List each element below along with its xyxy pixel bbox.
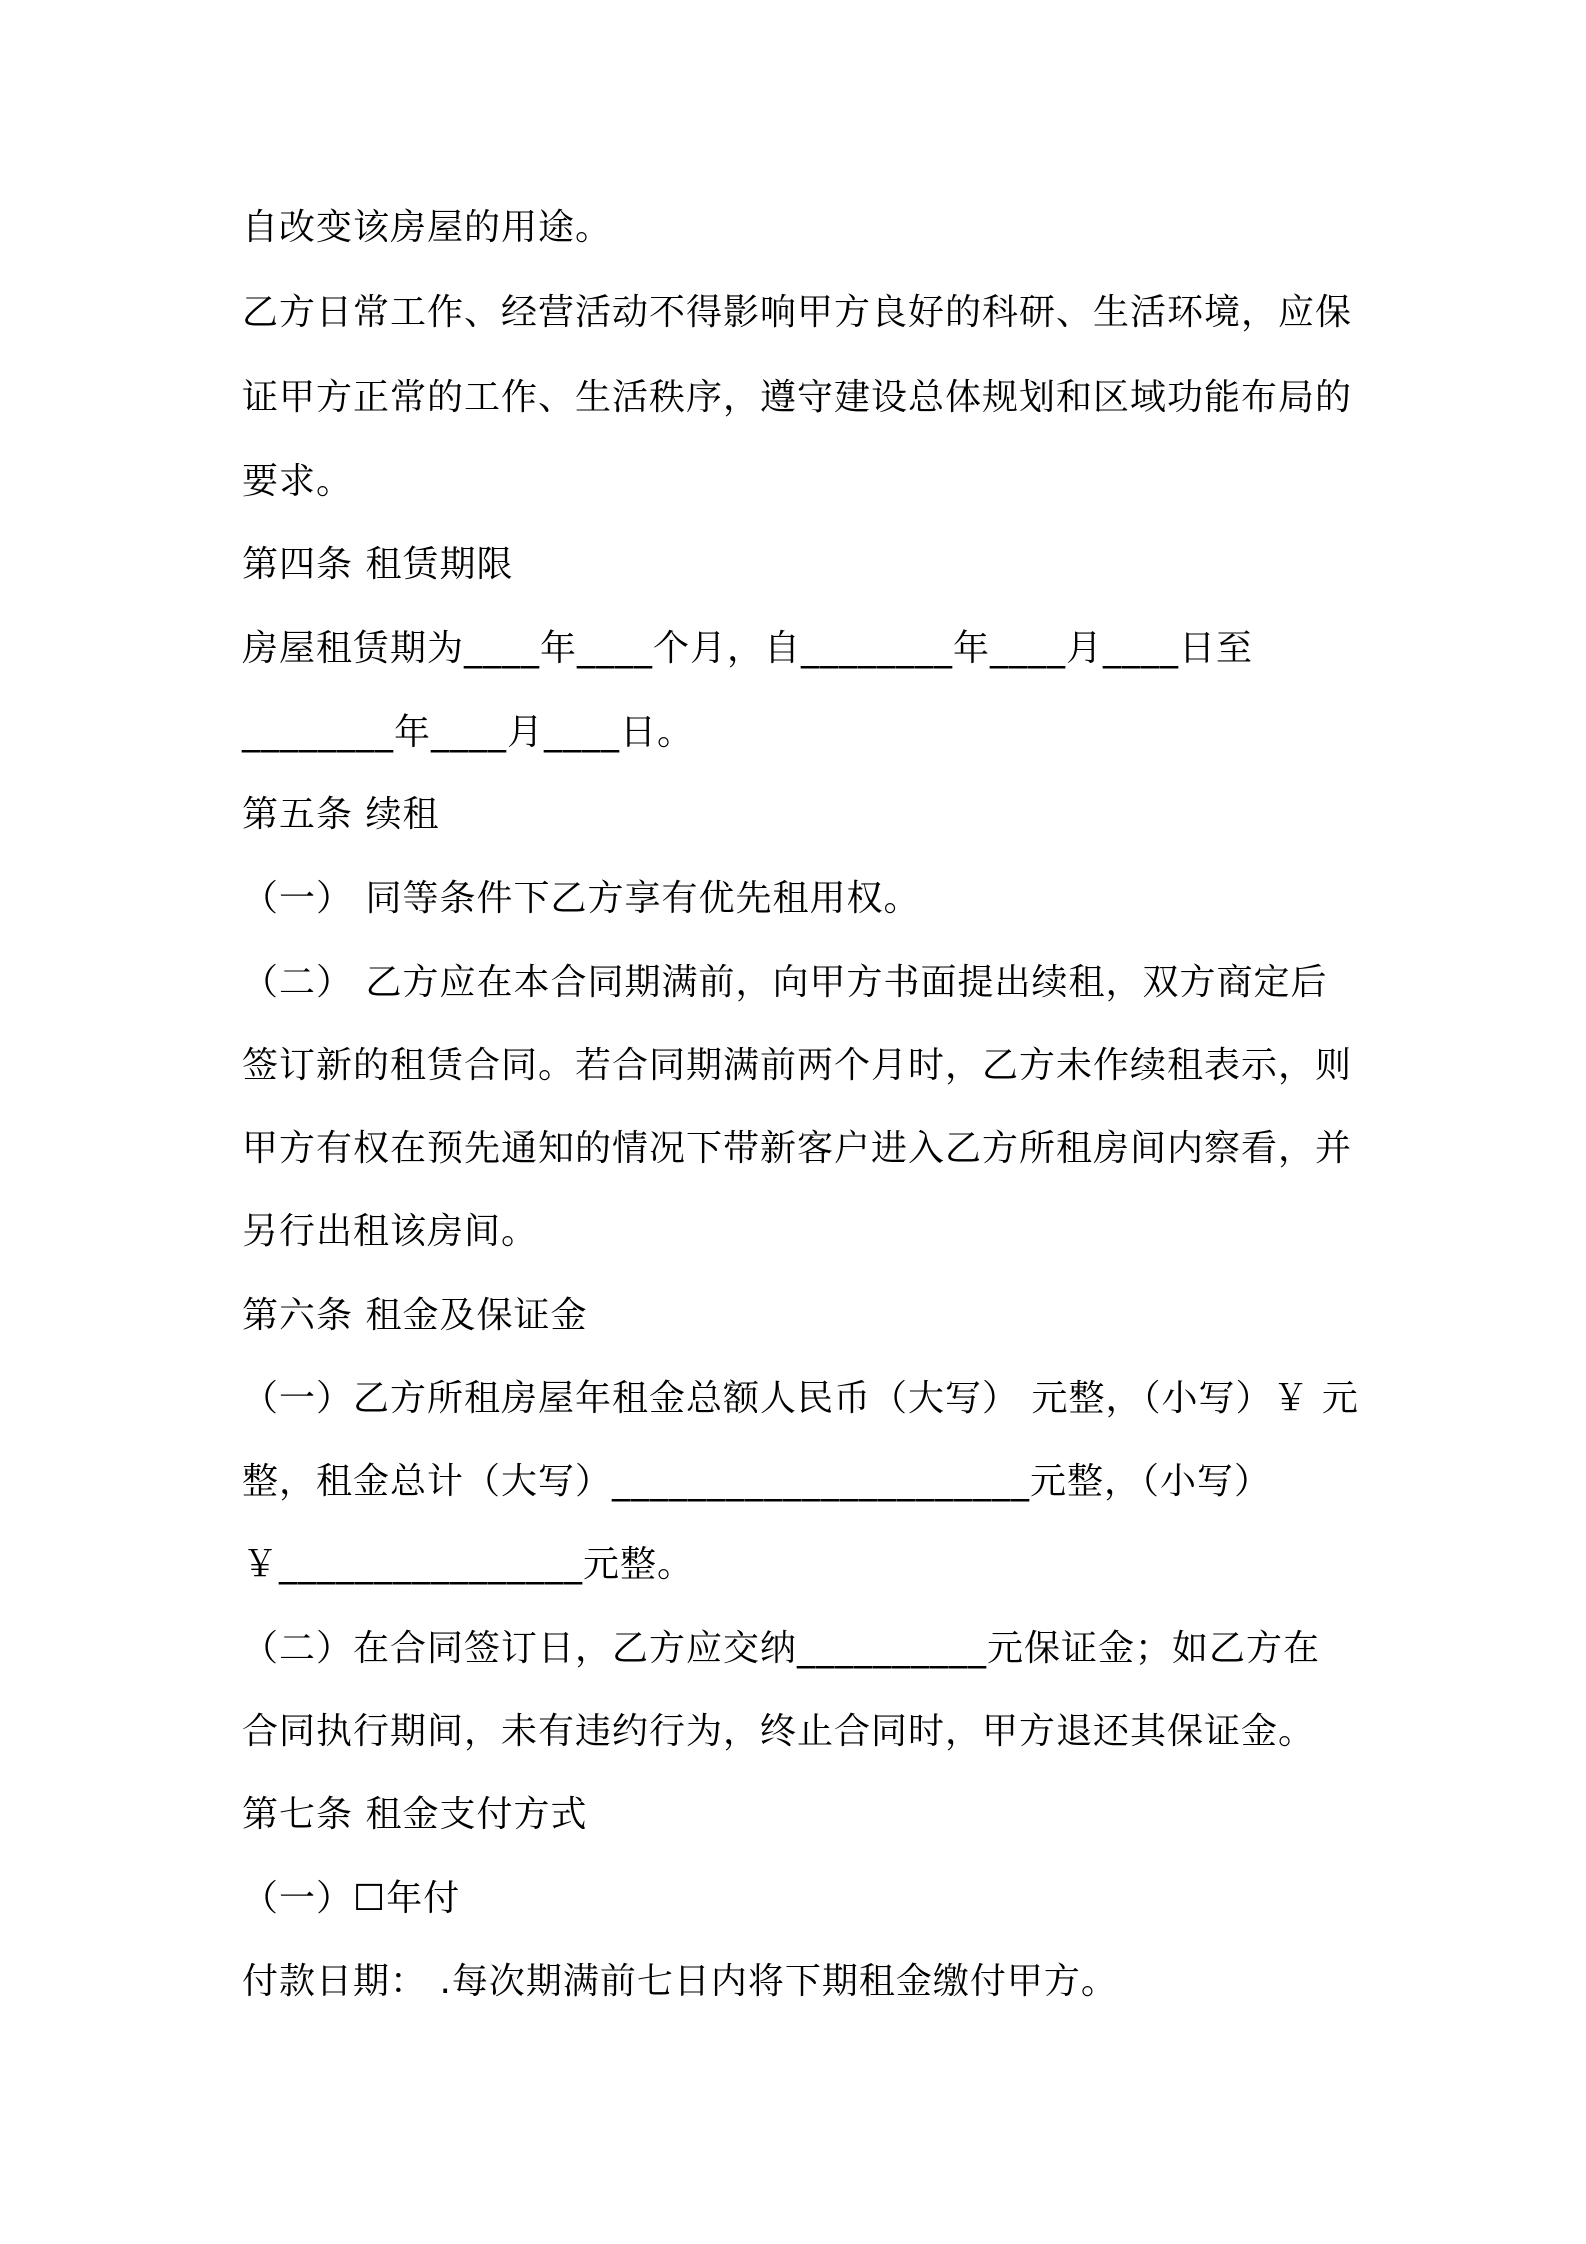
paragraph-line: ________年____月____日。 bbox=[242, 712, 695, 753]
paragraph-line: 合同执行期间，未有违约行为，终止合同时，甲方退还其保证金。 bbox=[242, 1711, 1316, 1752]
paragraph-line: 整，租金总计（大写）______________________元整，（小写） bbox=[242, 1461, 1272, 1502]
paragraph-line: 甲方有权在预先通知的情况下带新客户进入乙方所租房间内察看，并 bbox=[242, 1128, 1353, 1169]
clause-item: （二）在合同签订日，乙方应交纳__________元保证金；如乙方在 bbox=[242, 1628, 1321, 1669]
article-heading-5: 第五条 续租 bbox=[242, 794, 440, 835]
paragraph-line: 要求。 bbox=[242, 461, 354, 502]
clause-item: （二） 乙方应在本合同期满前，向甲方书面提出续租，双方商定后 bbox=[242, 962, 1328, 1003]
article-heading-4: 第四条 租赁期限 bbox=[242, 544, 514, 585]
paragraph-line: 自改变该房屋的用途。 bbox=[242, 207, 613, 248]
paragraph-line: 房屋租赁期为____年____个月，自________年____月____日至 bbox=[242, 628, 1254, 669]
paragraph-line: 付款日期： .每次期满前七日内将下期租金缴付甲方。 bbox=[242, 1961, 1118, 2002]
clause-item: （一）乙方所租房屋年租金总额人民币（大写） 元整，（小写）￥ 元 bbox=[242, 1378, 1359, 1419]
clause-item: （一）☐年付 bbox=[242, 1878, 461, 1919]
article-heading-7: 第七条 租金支付方式 bbox=[242, 1794, 588, 1835]
paragraph-line: 乙方日常工作、经营活动不得影响甲方良好的科研、生活环境，应保 bbox=[242, 292, 1353, 333]
clause-item: （一） 同等条件下乙方享有优先租用权。 bbox=[242, 878, 921, 919]
paragraph-line: 签订新的租赁合同。若合同期满前两个月时，乙方未作续租表示，则 bbox=[242, 1045, 1353, 1086]
paragraph-line: 另行出租该房间。 bbox=[242, 1211, 539, 1252]
paragraph-line: 证甲方正常的工作、生活秩序，遵守建设总体规划和区域功能布局的 bbox=[242, 377, 1353, 418]
paragraph-line: ￥________________元整。 bbox=[242, 1544, 695, 1585]
article-heading-6: 第六条 租金及保证金 bbox=[242, 1295, 588, 1336]
